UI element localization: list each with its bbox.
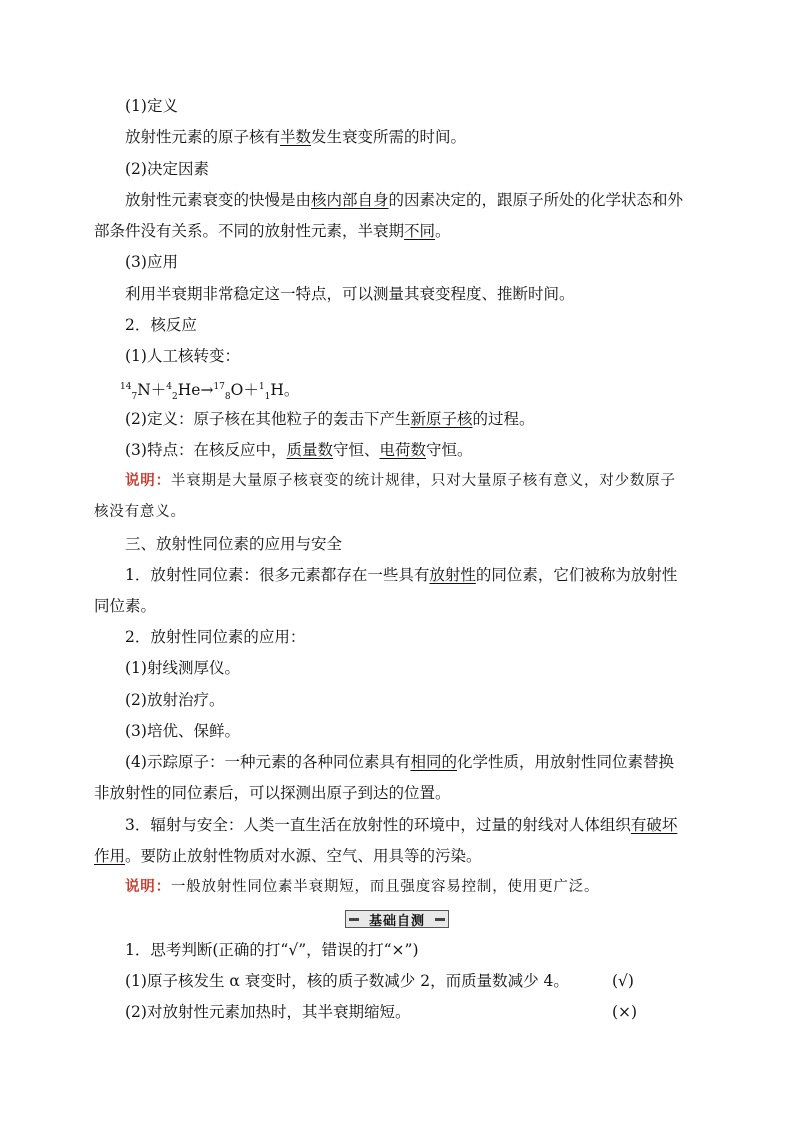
- question-item-2: (2)对放射性元素加热时，其半衰期缩短。: [125, 1003, 411, 1021]
- radiation-safety-line1: 3．辐射与安全：人类一直生活在放射性的环境中，过量的射线对人体组织有破坏: [125, 816, 678, 834]
- application-text: 利用半衰期非常稳定这一特点，可以测量其衰变程度、推断时间。: [125, 285, 575, 303]
- application-item-tracer-line2: 非放射性的同位素后，可以探测出原子到达的位置。: [94, 784, 451, 802]
- application-item-tracer-line1: (4)示踪原子：一种元素的各种同位素具有相同的化学性质，用放射性同位素替换: [125, 753, 674, 771]
- radiation-safety-line2: 作用。要防止放射性物质对水源、空气、用具等的污染。: [94, 847, 482, 865]
- banner-title: 基础自测: [368, 913, 425, 929]
- banner-left-bar: [349, 918, 359, 921]
- reaction-features: (3)特点：在核反应中，质量数守恒、电荷数守恒。: [125, 441, 473, 459]
- nuclear-reaction-heading: 2．核反应: [125, 316, 197, 334]
- banner-right-bar: [435, 918, 445, 921]
- application-item-therapy: (2)放射治疗。: [125, 691, 225, 709]
- reaction-equation: $^{14}_7$N＋$^4_2$He→$^{17}_8$O＋$^1_1$H。: [120, 381, 300, 403]
- note-isotopes: 说明：一般放射性同位素半衰期短，而且强度容易控制，使用更广泛。: [125, 878, 600, 895]
- application-item-preservation: (3)培优、保鲜。: [125, 722, 240, 740]
- section-application-heading: (3)应用: [125, 253, 178, 271]
- section-definition-heading: (1)定义: [125, 97, 178, 115]
- question-heading: 1．思考判断(正确的打“√”，错误的打“×”): [125, 941, 419, 959]
- section-banner-basic-test: [345, 910, 449, 928]
- factors-text-line2: 部条件没有关系。不同的放射性元素，半衰期不同。: [94, 222, 451, 240]
- definition-text: 放射性元素的原子核有半数发生衰变所需的时间。: [125, 128, 467, 146]
- note-half-life-line1: 说明：半衰期是大量原子核衰变的统计规律，只对大量原子核有意义，对少数原子: [125, 472, 676, 489]
- question-item-2-answer: (×): [612, 1003, 638, 1021]
- isotopes-definition-line2: 同位素。: [94, 597, 157, 615]
- reaction-definition: (2)定义：原子核在其他粒子的轰击下产生新原子核的过程。: [125, 410, 535, 428]
- isotopes-definition-line1: 1．放射性同位素：很多元素都存在一些具有放射性的同位素，它们被称为放射性: [125, 566, 678, 584]
- artificial-transmutation-heading: (1)人工核转变：: [125, 347, 240, 365]
- factors-text-line1: 放射性元素衰变的快慢是由核内部自身的因素决定的，跟原子所处的化学状态和外: [125, 191, 684, 209]
- application-item-thickness: (1)射线测厚仪。: [125, 659, 240, 677]
- question-item-1-answer: (√): [612, 972, 634, 990]
- isotopes-applications-heading: 2．放射性同位素的应用：: [125, 628, 306, 646]
- section-isotopes-heading: 三、放射性同位素的应用与安全: [125, 535, 343, 553]
- question-item-1: (1)原子核发生 α 衰变时，核的质子数减少 2，而质量数减少 4。: [125, 972, 569, 990]
- section-factors-heading: (2)决定因素: [125, 160, 209, 178]
- note-half-life-line2: 核没有意义。: [94, 504, 186, 520]
